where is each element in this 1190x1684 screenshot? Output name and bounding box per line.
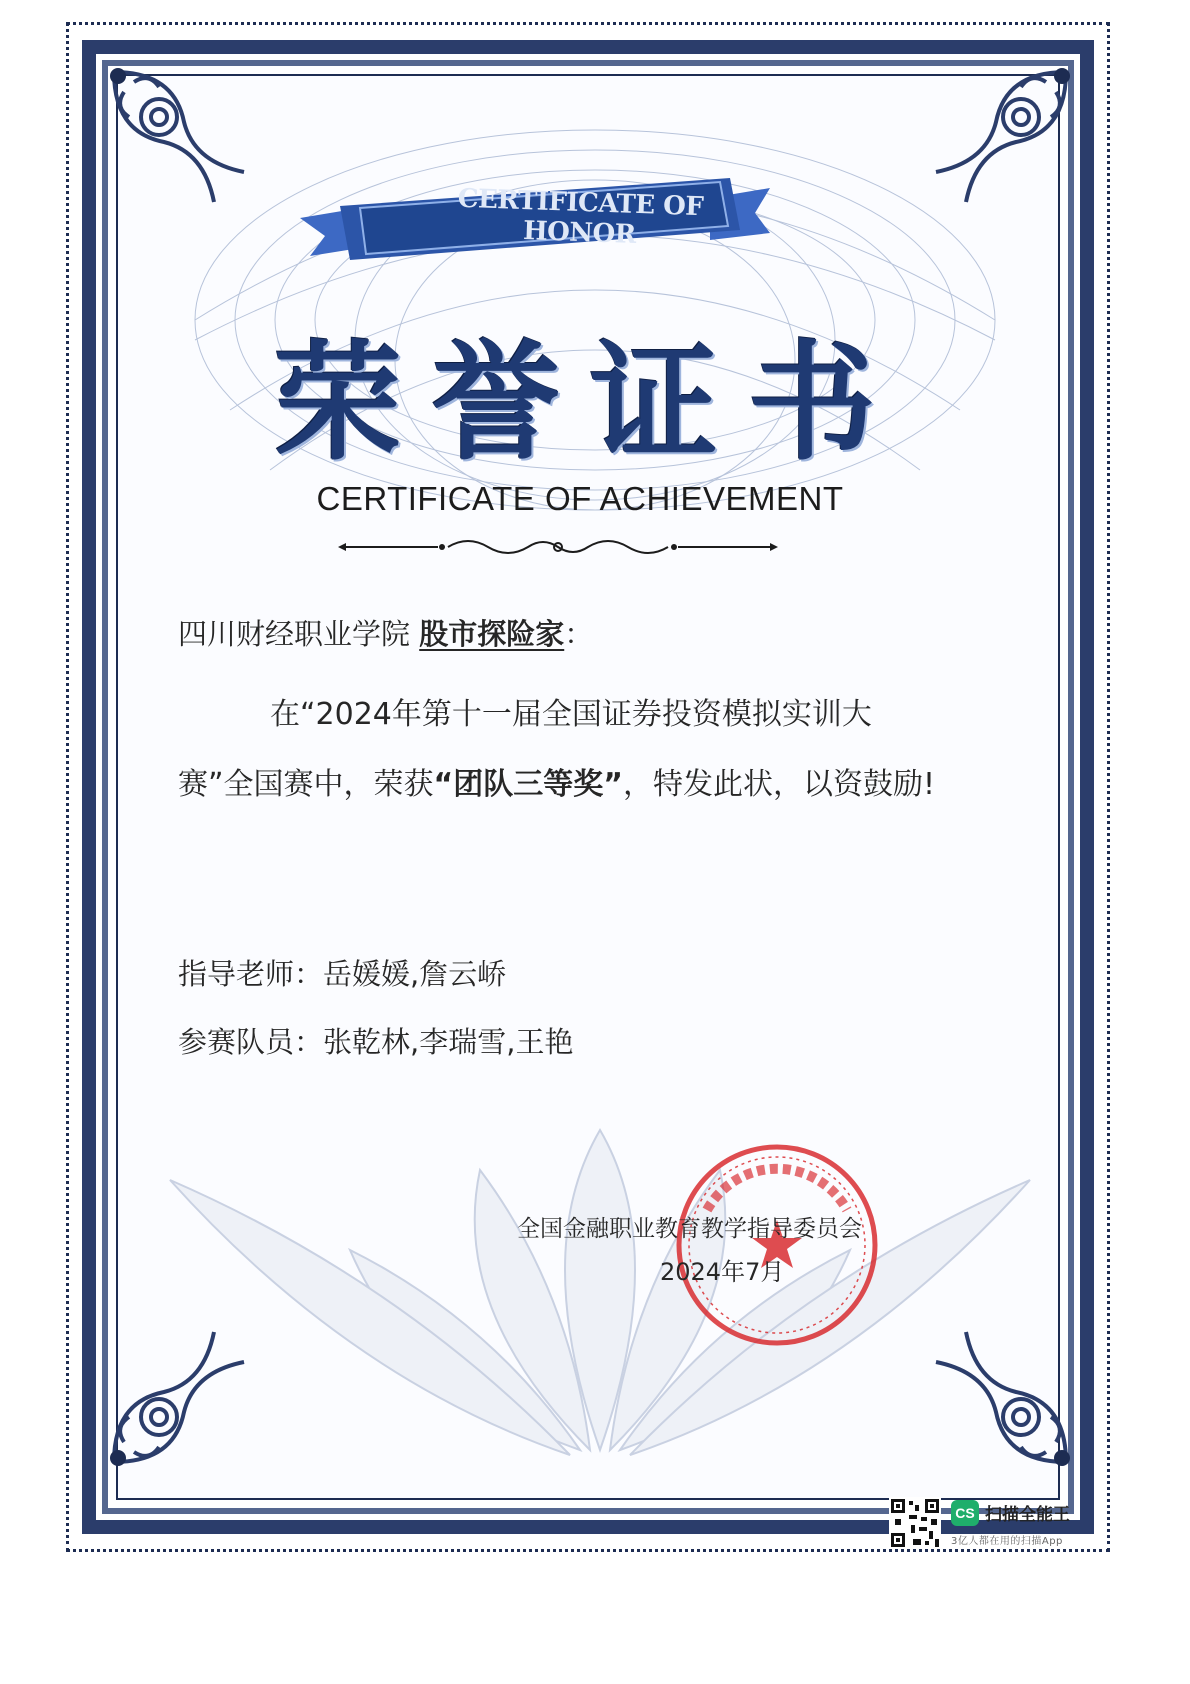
award-statement-part2: ，特发此状，以资鼓励! [622,767,936,802]
award-statement-part1: 在“2024年第十一届全国证券投资模拟实训大赛”全国赛中，荣获 [178,697,872,802]
scanner-app-tagline: 3亿人都在用的扫描App [951,1536,1063,1547]
issue-date: 2024年7月 [660,1258,785,1286]
members-label: 参赛队员： [178,1025,324,1059]
recipient-line [178,612,593,653]
scanner-app-name: 扫描全能王 [985,1505,1070,1525]
recipient-school: 四川财经职业学院 [178,617,420,651]
award-statement [178,680,938,820]
scanner-app-badge: CS [951,1500,979,1526]
members-line [178,1020,573,1061]
ornamental-divider-icon [338,532,778,562]
lotus-watermark-icon [150,1050,1050,1470]
award-name: “团队三等奖” [433,767,623,802]
advisors-line [178,952,506,993]
ribbon-text: CERTIFICATE OF HONOR [457,183,704,250]
recipient-colon: ： [564,617,594,651]
recipient-team: 股市探险家 [419,617,565,651]
official-seal-icon [667,1140,887,1350]
members-names: 张乾林,李瑞雪,王艳 [323,1025,574,1059]
issuer-name: 全国金融职业教育教学指导委员会 [517,1216,862,1242]
certificate-subtitle: CERTIFICATE OF ACHIEVEMENT [316,480,844,517]
advisors-label: 指导老师： [178,957,324,991]
qr-code-icon [889,1497,941,1549]
advisors-names: 岳媛媛,詹云峤 [323,957,507,991]
certificate-title: 荣誉证书 [273,328,906,478]
